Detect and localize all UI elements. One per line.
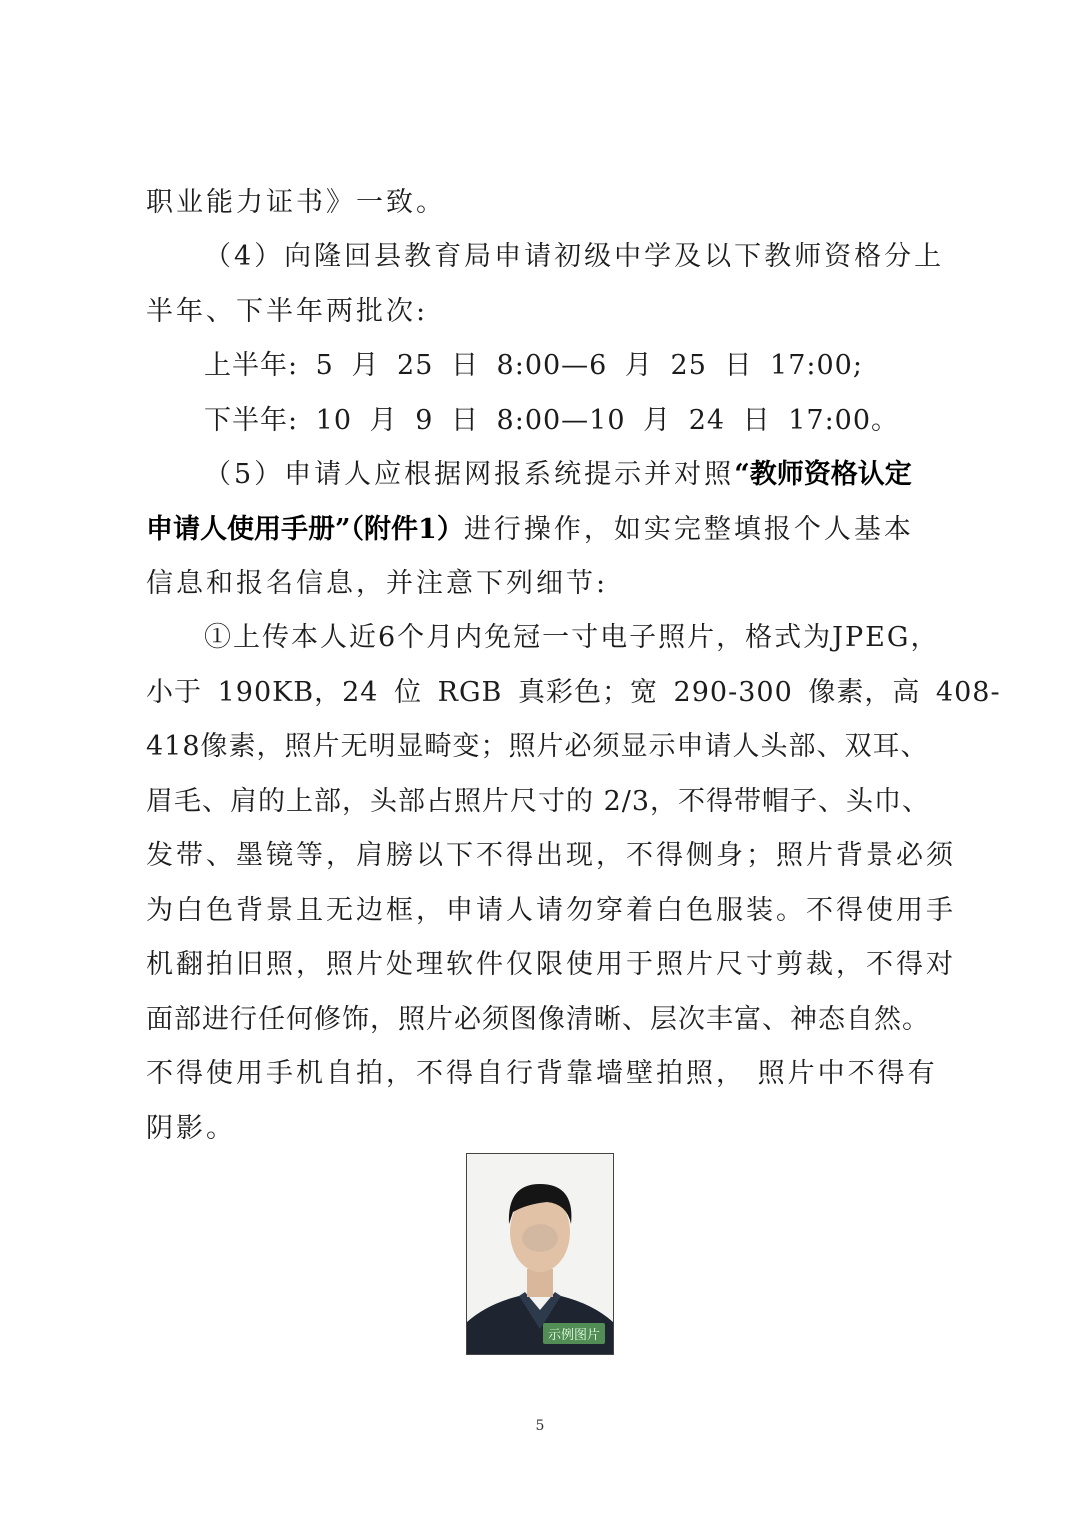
photo-rule-line: 阴影。 (146, 1113, 236, 1144)
manual-reference: “教师资格认定 (734, 459, 912, 490)
photo-rule-line: 小于 190KB，24 位 RGB 真彩色；宽 290-300 像素，高 408- (146, 677, 1001, 708)
item5-text: （5）申请人应根据网报系统提示并对照 (204, 459, 735, 490)
sample-id-photo (466, 1153, 614, 1355)
photo-rule-line: 418像素，照片无明显畸变；照片必须显示申请人头部、双耳、 (146, 731, 929, 762)
photo-rule-line: 眉毛、肩的上部，头部占照片尺寸的 2/3，不得带帽子、头巾、 (146, 786, 931, 817)
text-line: 职业能力证书》一致。 (146, 187, 446, 218)
page-number: 5 (535, 1418, 545, 1434)
item5-line-2 (146, 508, 914, 552)
text-line: 半年、下半年两批次: (146, 296, 429, 327)
schedule-first-half: 上半年: 5 月 25 日 8:00—6 月 25 日 17:00; (204, 350, 863, 381)
photo-rule-line: 发带、墨镜等，肩膀以下不得出现，不得侧身；照片背景必须 (146, 840, 956, 871)
photo-rule-line: 面部进行任何修饰，照片必须图像清晰、层次丰富、神态自然。 (146, 1004, 930, 1035)
item5-line-3: 信息和报名信息，并注意下列细节: (146, 568, 609, 599)
manual-reference: 申请人使用手册”（附件1） (146, 514, 464, 545)
photo-rule-line: ①上传本人近6个月内免冠一寸电子照片，格式为JPEG， (204, 622, 940, 653)
item5-line-1 (204, 453, 912, 497)
schedule-second-half: 下半年: 10 月 9 日 8:00—10 月 24 日 17:00。 (204, 405, 900, 436)
text-line: （4）向隆回县教育局申请初级中学及以下教师资格分上 (204, 241, 945, 272)
photo-rule-line: 机翻拍旧照，照片处理软件仅限使用于照片尺寸剪裁，不得对 (146, 949, 956, 980)
photo-rule-line: 为白色背景且无边框，申请人请勿穿着白色服装。不得使用手 (146, 895, 956, 926)
item5-text: 进行操作，如实完整填报个人基本 (463, 514, 914, 545)
sample-photo-label: 示例图片 (543, 1323, 605, 1344)
photo-rule-line: 不得使用手机自拍，不得自行背靠墙壁拍照， 照片中不得有 (146, 1058, 938, 1089)
